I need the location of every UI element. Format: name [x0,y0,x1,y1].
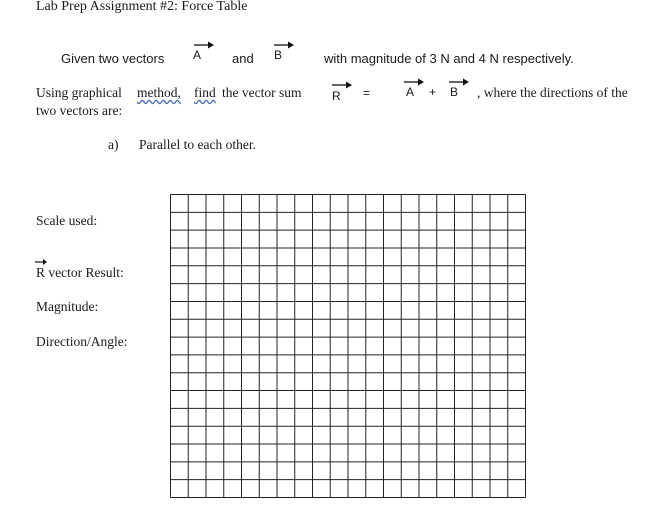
instruction-post: , where the directions of the [477,85,628,100]
magnitude-label: Magnitude: [36,299,99,314]
plus-sign: + [429,85,437,99]
equals-sign: = [363,86,371,100]
given-prefix: Given two vectors [61,51,165,66]
result-label [36,266,124,280]
graph-paper-grid[interactable] [170,194,527,499]
vector-a-label: A [193,48,202,62]
instruction-method: method, [137,85,181,100]
instruction-line2: two vectors are: [36,103,123,118]
given-suffix: with magnitude of 3 N and 4 N respectively. [324,51,574,66]
given-and: and [232,51,254,66]
page-title: Lab Prep Assignment #2: Force Table [36,0,248,14]
result-text: vector Result: [45,265,124,280]
instruction-pre: Using graphical [36,85,122,100]
item-a-text: Parallel to each other. [139,137,256,152]
result-symbol: R [36,265,46,280]
sum-vector-b-label: B [450,85,459,99]
item-a-marker: a) [108,137,119,152]
sum-vector-a-label: A [406,85,415,99]
instruction-find: find [194,85,216,100]
vector-b-label: B [274,48,283,62]
scale-label: Scale used: [36,213,98,228]
vector-r-label: R [332,89,341,103]
result-arrow-icon [34,258,48,266]
direction-label: Direction/Angle: [36,334,128,349]
instruction-mid: the vector sum [222,85,302,100]
